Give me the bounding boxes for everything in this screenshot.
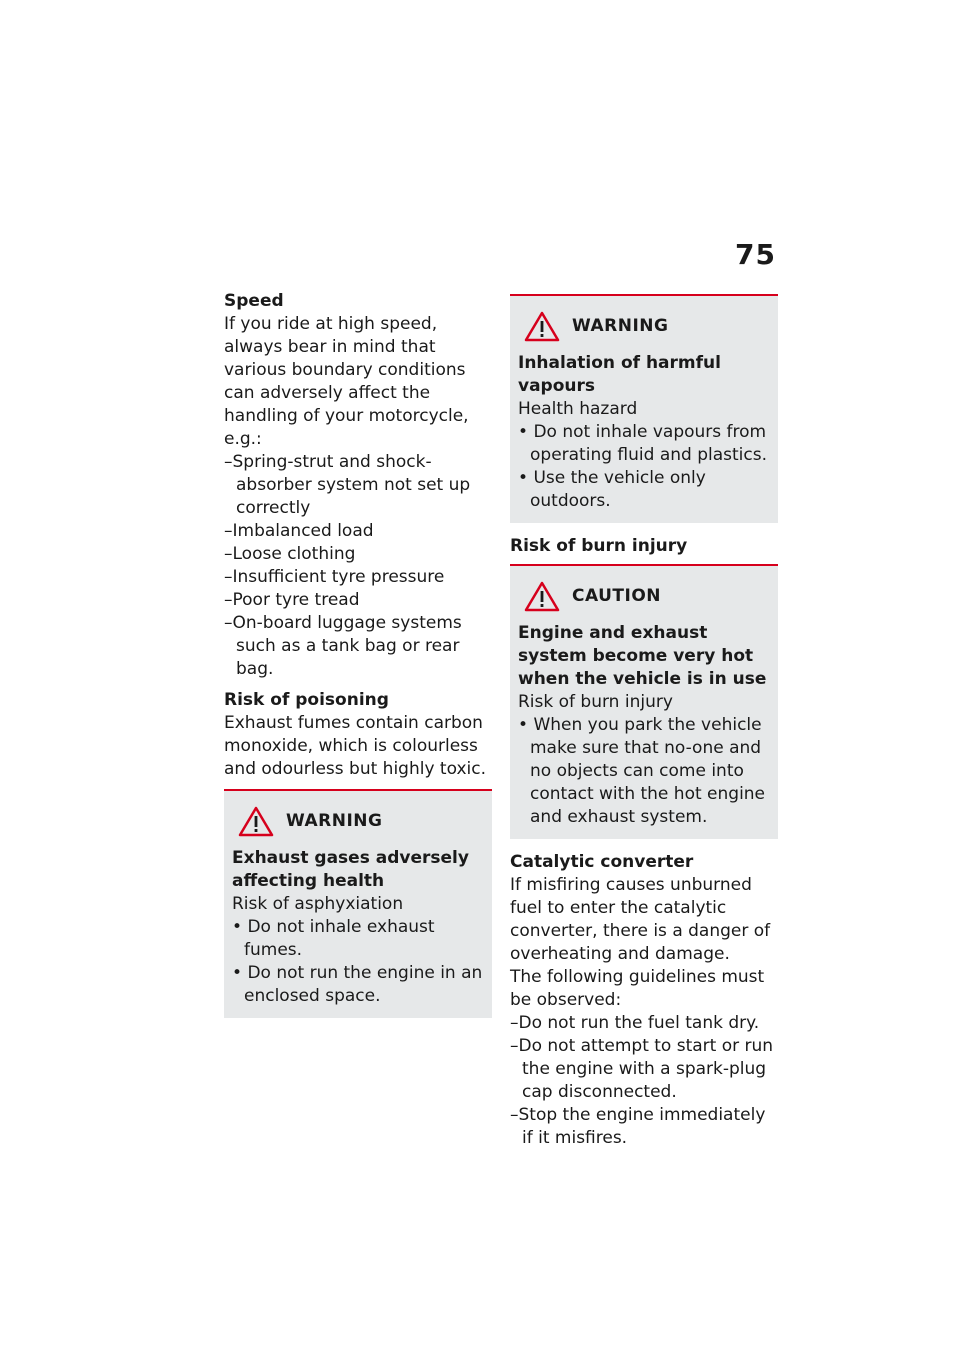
poisoning-heading: Risk of poisoning: [224, 690, 389, 710]
list-item: • Do not run the engine in an enclosed space.: [232, 962, 484, 1008]
caution-list: [518, 714, 770, 829]
catalytic-list: [510, 1012, 778, 1150]
burn-heading: Risk of burn injury: [510, 536, 688, 556]
caution-label: CAUTION: [572, 586, 662, 606]
poisoning-text: Exhaust fumes contain carbon monoxide, which is colourless and odourless but highly toxic.: [224, 713, 487, 779]
list-item: – Poor tyre tread: [224, 589, 492, 612]
right-column: [510, 294, 778, 1150]
warning-triangle-icon: [238, 805, 274, 837]
warning-label: WARNING: [286, 811, 383, 831]
speed-text: If you ride at high speed, always bear in mind that various boundary conditions can adversely affect the handling of your motorcycle, e.g.:: [224, 314, 469, 449]
list-item: – On-board luggage systems such as a tank bag or rear bag.: [224, 612, 492, 681]
list-item: – Loose clothing: [224, 543, 492, 566]
caution-box: [510, 564, 778, 839]
list-item: – Do not run the fuel tank dry.: [510, 1012, 778, 1035]
list-item: • Use the vehicle only outdoors.: [518, 467, 770, 513]
warning-list: [518, 421, 770, 513]
caution-subtitle: Risk of burn injury: [518, 692, 673, 712]
catalytic-text-2: The following guidelines must be observed:: [510, 967, 765, 1010]
warning-subtitle: Risk of asphyxiation: [232, 894, 404, 914]
warning-list: [232, 916, 484, 1008]
catalytic-text: If misfiring causes unburned fuel to enter the catalytic converter, there is a danger of overheating and damage.: [510, 875, 771, 964]
warning-box-exhaust: [224, 789, 492, 1018]
list-item: – Insufficient tyre pressure: [224, 566, 492, 589]
list-item: • Do not inhale exhaust fumes.: [232, 916, 484, 962]
warning-triangle-icon: [524, 580, 560, 612]
warning-title: Inhalation of harmful vapours: [518, 353, 721, 396]
warning-label: WARNING: [572, 316, 669, 336]
list-item: – Do not attempt to start or run the engine with a spark-plug cap disconnected.: [510, 1035, 778, 1104]
catalytic-heading: Catalytic converter: [510, 852, 694, 872]
list-item: • Do not inhale vapours from operating fluid and plastics.: [518, 421, 770, 467]
list-item: • When you park the vehicle make sure that no-one and no objects can come into contact with the hot engine and exhaust system.: [518, 714, 770, 829]
list-item: – Spring-strut and shock-absorber system not set up correctly: [224, 451, 492, 520]
speed-list: [224, 451, 492, 681]
list-item: – Imbalanced load: [224, 520, 492, 543]
list-item: – Stop the engine immediately if it misfires.: [510, 1104, 778, 1150]
page-number: 75: [735, 238, 776, 271]
left-column: [224, 290, 492, 1018]
warning-subtitle: Health hazard: [518, 399, 638, 419]
speed-heading: Speed: [224, 291, 284, 311]
warning-triangle-icon: [524, 310, 560, 342]
warning-title: Exhaust gases adversely affecting health: [232, 848, 469, 891]
caution-title: Engine and exhaust system become very hot when the vehicle is in use: [518, 623, 767, 689]
warning-box-vapours: [510, 294, 778, 523]
